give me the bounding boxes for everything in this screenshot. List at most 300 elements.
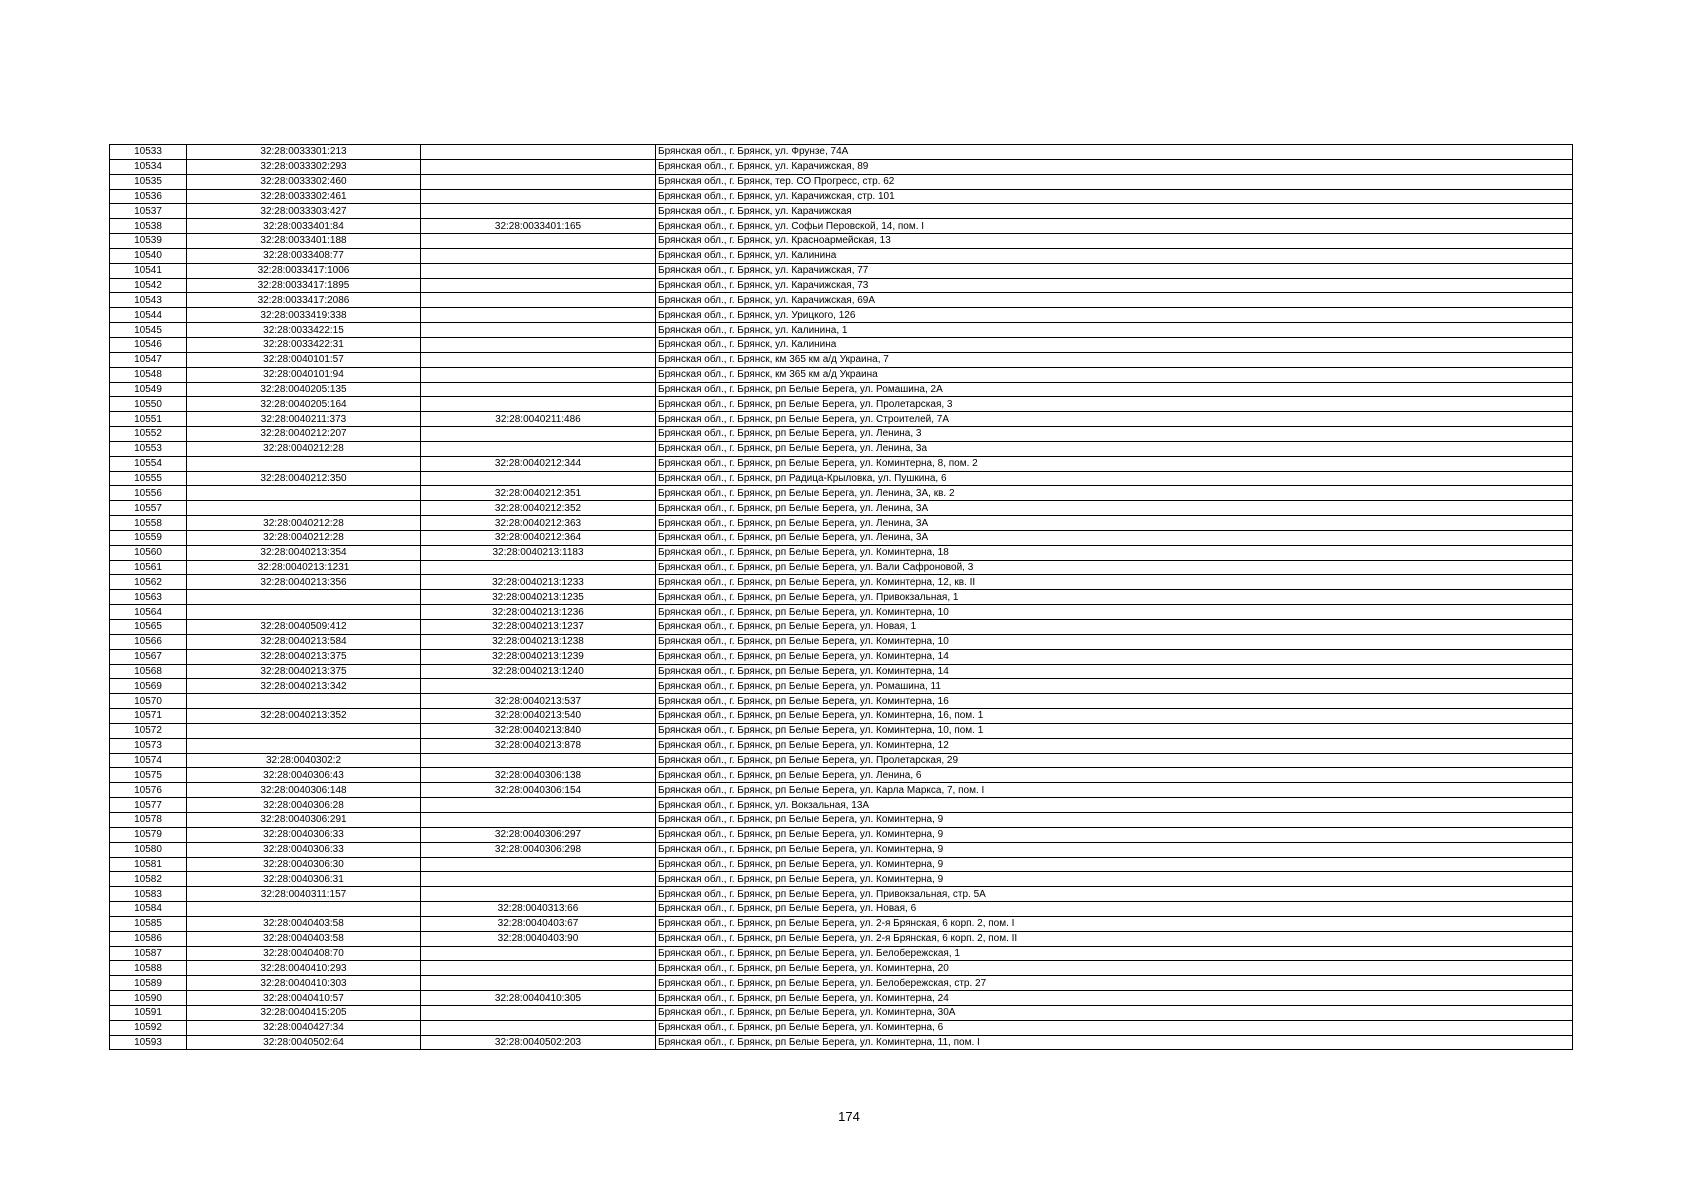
row-number: 10560 — [110, 545, 187, 560]
row-number: 10539 — [110, 234, 187, 249]
cadastral-number: 32:28:0033302:460 — [187, 174, 421, 189]
related-cadastral-number: 32:28:0040213:540 — [421, 709, 656, 724]
related-cadastral-number: 32:28:0040213:537 — [421, 694, 656, 709]
address: Брянская обл., г. Брянск, рп Белые Берега, ул. Коминтерна, 12 — [656, 738, 1573, 753]
table-row — [110, 441, 1573, 456]
table-row — [110, 664, 1573, 679]
row-number: 10534 — [110, 159, 187, 174]
table-row — [110, 946, 1573, 961]
row-number: 10571 — [110, 709, 187, 724]
table-row — [110, 679, 1573, 694]
related-cadastral-number — [421, 248, 656, 263]
address: Брянская обл., г. Брянск, рп Белые Берега, ул. Новая, 6 — [656, 902, 1573, 917]
address: Брянская обл., г. Брянск, ул. Вокзальная, 13А — [656, 798, 1573, 813]
related-cadastral-number — [421, 352, 656, 367]
address: Брянская обл., г. Брянск, ул. Карачижская, 89 — [656, 159, 1573, 174]
cadastral-number: 32:28:0033303:427 — [187, 204, 421, 219]
address: Брянская обл., г. Брянск, рп Радица-Крыловка, ул. Пушкина, 6 — [656, 471, 1573, 486]
related-cadastral-number: 32:28:0040502:203 — [421, 1035, 656, 1050]
address: Брянская обл., г. Брянск, рп Белые Берега, ул. Коминтерна, 6 — [656, 1020, 1573, 1035]
related-cadastral-number — [421, 679, 656, 694]
table-row — [110, 798, 1573, 813]
cadastral-number: 32:28:0040205:164 — [187, 397, 421, 412]
related-cadastral-number — [421, 278, 656, 293]
related-cadastral-number — [421, 174, 656, 189]
cadastral-number: 32:28:0040403:58 — [187, 931, 421, 946]
row-number: 10547 — [110, 352, 187, 367]
row-number: 10576 — [110, 783, 187, 798]
related-cadastral-number — [421, 427, 656, 442]
cadastral-number: 32:28:0040306:43 — [187, 768, 421, 783]
cadastral-number: 32:28:0033408:77 — [187, 248, 421, 263]
row-number: 10589 — [110, 976, 187, 991]
address: Брянская обл., г. Брянск, ул. Урицкого, 126 — [656, 308, 1573, 323]
row-number: 10558 — [110, 516, 187, 531]
cadastral-number: 32:28:0040212:28 — [187, 516, 421, 531]
row-number: 10566 — [110, 634, 187, 649]
cadastral-number: 32:28:0040213:356 — [187, 575, 421, 590]
related-cadastral-number — [421, 441, 656, 456]
cadastral-number: 32:28:0033417:2086 — [187, 293, 421, 308]
row-number: 10588 — [110, 961, 187, 976]
table-row — [110, 530, 1573, 545]
related-cadastral-number — [421, 471, 656, 486]
cadastral-number: 32:28:0040101:57 — [187, 352, 421, 367]
table-row — [110, 308, 1573, 323]
cadastral-number: 32:28:0040408:70 — [187, 946, 421, 961]
table-row — [110, 337, 1573, 352]
table-row — [110, 189, 1573, 204]
row-number: 10543 — [110, 293, 187, 308]
table-row — [110, 753, 1573, 768]
cadastral-number: 32:28:0033302:293 — [187, 159, 421, 174]
related-cadastral-number — [421, 857, 656, 872]
related-cadastral-number — [421, 1020, 656, 1035]
table-row — [110, 427, 1573, 442]
row-number: 10587 — [110, 946, 187, 961]
address: Брянская обл., г. Брянск, рп Белые Берега, ул. Карла Маркса, 7, пом. I — [656, 783, 1573, 798]
cadastral-number: 32:28:0040302:2 — [187, 753, 421, 768]
cadastral-number: 32:28:0040306:33 — [187, 827, 421, 842]
row-number: 10575 — [110, 768, 187, 783]
address: Брянская обл., г. Брянск, рп Белые Берега, ул. Коминтерна, 24 — [656, 991, 1573, 1006]
related-cadastral-number — [421, 204, 656, 219]
address: Брянская обл., г. Брянск, рп Белые Берега, ул. Ленина, 3а — [656, 441, 1573, 456]
address: Брянская обл., г. Брянск, рп Белые Берега, ул. Коминтерна, 9 — [656, 872, 1573, 887]
related-cadastral-number — [421, 234, 656, 249]
address: Брянская обл., г. Брянск, ул. Карачижская — [656, 204, 1573, 219]
cadastral-number: 32:28:0040410:303 — [187, 976, 421, 991]
address: Брянская обл., г. Брянск, рп Белые Берега, ул. Коминтерна, 18 — [656, 545, 1573, 560]
cadastral-number — [187, 723, 421, 738]
row-number: 10574 — [110, 753, 187, 768]
related-cadastral-number: 32:28:0040403:67 — [421, 916, 656, 931]
table-row — [110, 456, 1573, 471]
cadastral-number: 32:28:0040212:28 — [187, 530, 421, 545]
cadastral-number: 32:28:0040101:94 — [187, 367, 421, 382]
cadastral-number: 32:28:0033301:213 — [187, 145, 421, 160]
row-number: 10542 — [110, 278, 187, 293]
related-cadastral-number — [421, 293, 656, 308]
cadastral-number: 32:28:0040212:207 — [187, 427, 421, 442]
related-cadastral-number: 32:28:0040213:1233 — [421, 575, 656, 590]
row-number: 10565 — [110, 620, 187, 635]
row-number: 10541 — [110, 263, 187, 278]
row-number: 10554 — [110, 456, 187, 471]
related-cadastral-number — [421, 812, 656, 827]
related-cadastral-number: 32:28:0040213:878 — [421, 738, 656, 753]
table-row — [110, 872, 1573, 887]
row-number: 10578 — [110, 812, 187, 827]
address: Брянская обл., г. Брянск, рп Белые Берега, ул. Строителей, 7А — [656, 412, 1573, 427]
address: Брянская обл., г. Брянск, рп Белые Берега, ул. Коминтерна, 30А — [656, 1005, 1573, 1020]
address: Брянская обл., г. Брянск, рп Белые Берега, ул. Привокзальная, 1 — [656, 590, 1573, 605]
address: Брянская обл., г. Брянск, ул. Фрунзе, 74А — [656, 145, 1573, 160]
cadastral-number: 32:28:0040306:291 — [187, 812, 421, 827]
cadastral-number — [187, 902, 421, 917]
row-number: 10544 — [110, 308, 187, 323]
related-cadastral-number: 32:28:0040213:1183 — [421, 545, 656, 560]
cadastral-number: 32:28:0040311:157 — [187, 887, 421, 902]
table-row — [110, 397, 1573, 412]
row-number: 10572 — [110, 723, 187, 738]
table-row — [110, 501, 1573, 516]
table-row — [110, 605, 1573, 620]
table-row — [110, 278, 1573, 293]
row-number: 10573 — [110, 738, 187, 753]
address: Брянская обл., г. Брянск, ул. Карачижская, стр. 101 — [656, 189, 1573, 204]
row-number: 10550 — [110, 397, 187, 412]
table-row — [110, 887, 1573, 902]
related-cadastral-number — [421, 145, 656, 160]
address: Брянская обл., г. Брянск, рп Белые Берега, ул. Пролетарская, 29 — [656, 753, 1573, 768]
table-row — [110, 812, 1573, 827]
related-cadastral-number: 32:28:0040410:305 — [421, 991, 656, 1006]
cadastral-number: 32:28:0040212:28 — [187, 441, 421, 456]
related-cadastral-number: 32:28:0040212:351 — [421, 486, 656, 501]
cadastral-number — [187, 501, 421, 516]
row-number: 10577 — [110, 798, 187, 813]
cadastral-number: 32:28:0040410:57 — [187, 991, 421, 1006]
address: Брянская обл., г. Брянск, рп Белые Берега, ул. Ленина, 3А — [656, 516, 1573, 531]
table-row — [110, 1005, 1573, 1020]
address: Брянская обл., г. Брянск, ул. Красноармейская, 13 — [656, 234, 1573, 249]
address: Брянская обл., г. Брянск, рп Белые Берега, ул. Коминтерна, 10, пом. 1 — [656, 723, 1573, 738]
related-cadastral-number: 32:28:0040306:298 — [421, 842, 656, 857]
address: Брянская обл., г. Брянск, рп Белые Берега, ул. Пролетарская, 3 — [656, 397, 1573, 412]
table-row — [110, 634, 1573, 649]
address: Брянская обл., г. Брянск, рп Белые Берега, ул. Коминтерна, 10 — [656, 634, 1573, 649]
related-cadastral-number — [421, 560, 656, 575]
cadastral-number: 32:28:0040509:412 — [187, 620, 421, 635]
cadastral-number: 32:28:0033401:188 — [187, 234, 421, 249]
table-row — [110, 961, 1573, 976]
row-number: 10535 — [110, 174, 187, 189]
table-row — [110, 293, 1573, 308]
row-number: 10559 — [110, 530, 187, 545]
address: Брянская обл., г. Брянск, ул. Калинина — [656, 248, 1573, 263]
row-number: 10551 — [110, 412, 187, 427]
table-row — [110, 560, 1573, 575]
address: Брянская обл., г. Брянск, рп Белые Берега, ул. Коминтерна, 9 — [656, 827, 1573, 842]
related-cadastral-number — [421, 946, 656, 961]
row-number: 10568 — [110, 664, 187, 679]
row-number: 10537 — [110, 204, 187, 219]
related-cadastral-number: 32:28:0040212:344 — [421, 456, 656, 471]
related-cadastral-number — [421, 263, 656, 278]
cadastral-number: 32:28:0040213:584 — [187, 634, 421, 649]
cadastral-number: 32:28:0040410:293 — [187, 961, 421, 976]
table-row — [110, 575, 1573, 590]
related-cadastral-number: 32:28:0040213:1235 — [421, 590, 656, 605]
related-cadastral-number — [421, 189, 656, 204]
related-cadastral-number — [421, 872, 656, 887]
address: Брянская обл., г. Брянск, рп Белые Берега, ул. Ленина, 3 — [656, 427, 1573, 442]
related-cadastral-number: 32:28:0040212:363 — [421, 516, 656, 531]
address: Брянская обл., г. Брянск, ул. Калинина, 1 — [656, 323, 1573, 338]
row-number: 10580 — [110, 842, 187, 857]
table-row — [110, 352, 1573, 367]
cadastral-number — [187, 486, 421, 501]
table-row — [110, 1035, 1573, 1050]
related-cadastral-number — [421, 308, 656, 323]
cadastral-number: 32:28:0033422:31 — [187, 337, 421, 352]
table-row — [110, 159, 1573, 174]
table-row — [110, 723, 1573, 738]
row-number: 10586 — [110, 931, 187, 946]
table-row — [110, 931, 1573, 946]
cadastral-number: 32:28:0040211:373 — [187, 412, 421, 427]
address: Брянская обл., г. Брянск, ул. Софьи Перовской, 14, пом. I — [656, 219, 1573, 234]
table-row — [110, 768, 1573, 783]
table-row — [110, 590, 1573, 605]
table-row — [110, 382, 1573, 397]
row-number: 10579 — [110, 827, 187, 842]
row-number: 10557 — [110, 501, 187, 516]
cadastral-number: 32:28:0040427:34 — [187, 1020, 421, 1035]
related-cadastral-number — [421, 323, 656, 338]
address: Брянская обл., г. Брянск, ул. Карачижская, 73 — [656, 278, 1573, 293]
cadastral-number: 32:28:0033419:338 — [187, 308, 421, 323]
related-cadastral-number: 32:28:0040306:154 — [421, 783, 656, 798]
cadastral-number: 32:28:0040213:342 — [187, 679, 421, 694]
address: Брянская обл., г. Брянск, рп Белые Берега, ул. Вали Сафроновой, 3 — [656, 560, 1573, 575]
table-row — [110, 219, 1573, 234]
related-cadastral-number: 32:28:0040213:840 — [421, 723, 656, 738]
address: Брянская обл., г. Брянск, рп Белые Берега, ул. Ленина, 3А — [656, 530, 1573, 545]
address: Брянская обл., г. Брянск, рп Белые Берега, ул. Ленина, 3А — [656, 501, 1573, 516]
address: Брянская обл., г. Брянск, рп Белые Берега, ул. Коминтерна, 20 — [656, 961, 1573, 976]
cadastral-number: 32:28:0040306:31 — [187, 872, 421, 887]
address: Брянская обл., г. Брянск, км 365 км а/д Украина — [656, 367, 1573, 382]
address: Брянская обл., г. Брянск, рп Белые Берега, ул. 2-я Брянская, 6 корп. 2, пом. I — [656, 916, 1573, 931]
address: Брянская обл., г. Брянск, рп Белые Берега, ул. Новая, 1 — [656, 620, 1573, 635]
row-number: 10555 — [110, 471, 187, 486]
related-cadastral-number — [421, 798, 656, 813]
related-cadastral-number — [421, 337, 656, 352]
row-number: 10583 — [110, 887, 187, 902]
table-row — [110, 709, 1573, 724]
row-number: 10593 — [110, 1035, 187, 1050]
related-cadastral-number: 32:28:0040213:1237 — [421, 620, 656, 635]
address: Брянская обл., г. Брянск, рп Белые Берега, ул. Коминтерна, 9 — [656, 812, 1573, 827]
cadastral-number: 32:28:0040213:375 — [187, 664, 421, 679]
row-number: 10561 — [110, 560, 187, 575]
row-number: 10570 — [110, 694, 187, 709]
cadastral-number: 32:28:0040213:352 — [187, 709, 421, 724]
related-cadastral-number — [421, 367, 656, 382]
table-row — [110, 412, 1573, 427]
cadastral-number: 32:28:0040403:58 — [187, 916, 421, 931]
cadastral-number: 32:28:0040213:354 — [187, 545, 421, 560]
cadastral-number: 32:28:0040306:28 — [187, 798, 421, 813]
address: Брянская обл., г. Брянск, рп Белые Берега, ул. Коминтерна, 16, пом. 1 — [656, 709, 1573, 724]
row-number: 10585 — [110, 916, 187, 931]
related-cadastral-number: 32:28:0040212:352 — [421, 501, 656, 516]
table-row — [110, 783, 1573, 798]
related-cadastral-number — [421, 961, 656, 976]
row-number: 10592 — [110, 1020, 187, 1035]
row-number: 10582 — [110, 872, 187, 887]
address: Брянская обл., г. Брянск, рп Белые Берега, ул. Коминтерна, 9 — [656, 857, 1573, 872]
row-number: 10564 — [110, 605, 187, 620]
row-number: 10563 — [110, 590, 187, 605]
table-row — [110, 902, 1573, 917]
table-row — [110, 976, 1573, 991]
table-row — [110, 738, 1573, 753]
table-row — [110, 991, 1573, 1006]
table-row — [110, 248, 1573, 263]
related-cadastral-number: 32:28:0040313:66 — [421, 902, 656, 917]
cadastral-number — [187, 590, 421, 605]
related-cadastral-number: 32:28:0033401:165 — [421, 219, 656, 234]
cadastral-number: 32:28:0040502:64 — [187, 1035, 421, 1050]
related-cadastral-number: 32:28:0040212:364 — [421, 530, 656, 545]
address: Брянская обл., г. Брянск, рп Белые Берега, ул. Белобережская, стр. 27 — [656, 976, 1573, 991]
related-cadastral-number: 32:28:0040213:1239 — [421, 649, 656, 664]
address: Брянская обл., г. Брянск, ул. Карачижская, 69А — [656, 293, 1573, 308]
row-number: 10591 — [110, 1005, 187, 1020]
row-number: 10556 — [110, 486, 187, 501]
address: Брянская обл., г. Брянск, рп Белые Берега, ул. Коминтерна, 16 — [656, 694, 1573, 709]
cadastral-number: 32:28:0033401:84 — [187, 219, 421, 234]
table-row — [110, 620, 1573, 635]
related-cadastral-number — [421, 397, 656, 412]
row-number: 10538 — [110, 219, 187, 234]
table-row — [110, 694, 1573, 709]
address: Брянская обл., г. Брянск, рп Белые Берега, ул. Привокзальная, стр. 5А — [656, 887, 1573, 902]
related-cadastral-number: 32:28:0040211:486 — [421, 412, 656, 427]
cadastral-number: 32:28:0040213:1231 — [187, 560, 421, 575]
cadastral-number: 32:28:0040306:33 — [187, 842, 421, 857]
address: Брянская обл., г. Брянск, рп Белые Берега, ул. Коминтерна, 12, кв. II — [656, 575, 1573, 590]
address: Брянская обл., г. Брянск, рп Белые Берега, ул. Коминтерна, 14 — [656, 664, 1573, 679]
table-row — [110, 545, 1573, 560]
table-row — [110, 263, 1573, 278]
related-cadastral-number — [421, 887, 656, 902]
registry-table — [109, 144, 1573, 1050]
cadastral-number — [187, 605, 421, 620]
address: Брянская обл., г. Брянск, рп Белые Берега, ул. Ромашина, 2А — [656, 382, 1573, 397]
cadastral-number: 32:28:0040415:205 — [187, 1005, 421, 1020]
related-cadastral-number — [421, 1005, 656, 1020]
related-cadastral-number — [421, 159, 656, 174]
table-row — [110, 323, 1573, 338]
address: Брянская обл., г. Брянск, рп Белые Берега, ул. Коминтерна, 9 — [656, 842, 1573, 857]
row-number: 10581 — [110, 857, 187, 872]
address: Брянская обл., г. Брянск, тер. СО Прогресс, стр. 62 — [656, 174, 1573, 189]
address: Брянская обл., г. Брянск, ул. Карачижская, 77 — [656, 263, 1573, 278]
cadastral-number: 32:28:0033422:15 — [187, 323, 421, 338]
cadastral-number — [187, 694, 421, 709]
row-number: 10553 — [110, 441, 187, 456]
table-row — [110, 486, 1573, 501]
address: Брянская обл., г. Брянск, рп Белые Берега, ул. 2-я Брянская, 6 корп. 2, пом. II — [656, 931, 1573, 946]
related-cadastral-number — [421, 976, 656, 991]
cadastral-number: 32:28:0040306:30 — [187, 857, 421, 872]
cadastral-number: 32:28:0040213:375 — [187, 649, 421, 664]
related-cadastral-number: 32:28:0040213:1240 — [421, 664, 656, 679]
address: Брянская обл., г. Брянск, рп Белые Берега, ул. Ленина, 6 — [656, 768, 1573, 783]
related-cadastral-number: 32:28:0040306:138 — [421, 768, 656, 783]
table-row — [110, 471, 1573, 486]
address: Брянская обл., г. Брянск, ул. Калинина — [656, 337, 1573, 352]
row-number: 10567 — [110, 649, 187, 664]
table-row — [110, 857, 1573, 872]
table-row — [110, 516, 1573, 531]
address: Брянская обл., г. Брянск, рп Белые Берега, ул. Коминтерна, 8, пом. 2 — [656, 456, 1573, 471]
cadastral-number: 32:28:0040306:148 — [187, 783, 421, 798]
cadastral-number: 32:28:0033302:461 — [187, 189, 421, 204]
address: Брянская обл., г. Брянск, рп Белые Берега, ул. Ромашина, 11 — [656, 679, 1573, 694]
row-number: 10584 — [110, 902, 187, 917]
table-row — [110, 145, 1573, 160]
related-cadastral-number: 32:28:0040213:1236 — [421, 605, 656, 620]
row-number: 10545 — [110, 323, 187, 338]
row-number: 10548 — [110, 367, 187, 382]
table-row — [110, 649, 1573, 664]
row-number: 10536 — [110, 189, 187, 204]
address: Брянская обл., г. Брянск, рп Белые Берега, ул. Коминтерна, 10 — [656, 605, 1573, 620]
page-number: 174 — [838, 1109, 860, 1124]
table-row — [110, 367, 1573, 382]
table-row — [110, 174, 1573, 189]
table-row — [110, 204, 1573, 219]
cadastral-number: 32:28:0033417:1895 — [187, 278, 421, 293]
row-number: 10546 — [110, 337, 187, 352]
cadastral-number: 32:28:0040212:350 — [187, 471, 421, 486]
address: Брянская обл., г. Брянск, км 365 км а/д Украина, 7 — [656, 352, 1573, 367]
related-cadastral-number: 32:28:0040403:90 — [421, 931, 656, 946]
related-cadastral-number: 32:28:0040306:297 — [421, 827, 656, 842]
cadastral-number: 32:28:0033417:1006 — [187, 263, 421, 278]
table-row — [110, 234, 1573, 249]
cadastral-number — [187, 456, 421, 471]
row-number: 10540 — [110, 248, 187, 263]
cadastral-number — [187, 738, 421, 753]
row-number: 10590 — [110, 991, 187, 1006]
cadastral-number: 32:28:0040205:135 — [187, 382, 421, 397]
row-number: 10562 — [110, 575, 187, 590]
table-row — [110, 916, 1573, 931]
table-row — [110, 827, 1573, 842]
related-cadastral-number — [421, 753, 656, 768]
registry-table-body — [110, 145, 1573, 1050]
row-number: 10552 — [110, 427, 187, 442]
related-cadastral-number: 32:28:0040213:1238 — [421, 634, 656, 649]
address: Брянская обл., г. Брянск, рп Белые Берега, ул. Коминтерна, 11, пом. I — [656, 1035, 1573, 1050]
address: Брянская обл., г. Брянск, рп Белые Берега, ул. Коминтерна, 14 — [656, 649, 1573, 664]
